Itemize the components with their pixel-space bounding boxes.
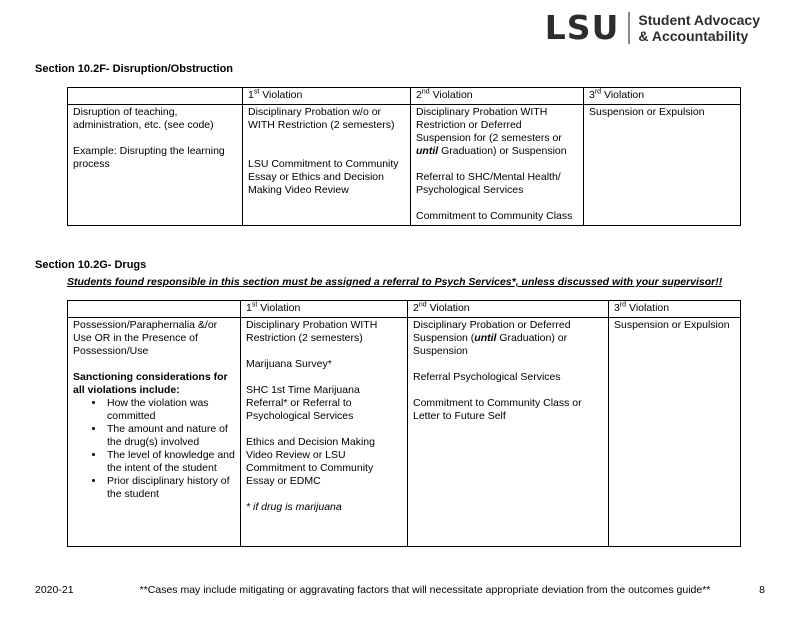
cell-first-violation [243, 105, 411, 226]
cell-paragraph: Marijuana Survey* [246, 358, 332, 370]
page-number: 8 [759, 584, 765, 596]
table-header-row [68, 301, 741, 318]
lsu-logo [544, 8, 760, 47]
cell-paragraph: Referral Psychological Services [413, 371, 561, 383]
considerations-list [73, 397, 236, 501]
section-heading-drugs: Section 10.2G- Drugs [35, 259, 147, 271]
page-footer [35, 584, 765, 596]
cell-paragraph: Commitment to Community Class [416, 210, 573, 222]
footer-year: 2020-21 [35, 584, 74, 596]
cell-behavior [68, 318, 241, 547]
violations-table-drugs [67, 300, 741, 547]
column-header-second-violation: 2nd Violation [411, 88, 584, 105]
cell-second-violation [408, 318, 609, 547]
cell-paragraph: Disciplinary Probation WITH Restriction (2 semesters) [246, 319, 378, 344]
list-item: • How the violation was committed [105, 397, 236, 423]
department-name-line1: Student Advocacy [638, 12, 760, 28]
cell-paragraph: Disruption of teaching, administration, etc. (see code) [73, 106, 214, 131]
logo-divider [628, 12, 630, 44]
cell-paragraph: Ethics and Decision Making Video Review or LSU Commitment to Community Essay or EDMC [246, 436, 375, 487]
cell-paragraph: Possession/Paraphernalia &/or Use OR in the Presence of Possession/Use [73, 319, 218, 357]
column-header-first-violation: 1st Violation [243, 88, 411, 105]
drugs-section-note: Students found responsible in this section must be assigned a referral to Psych Services*, unless discussed with your supervisor!! [67, 276, 723, 288]
table-header-row [68, 88, 741, 105]
list-item: • Prior disciplinary history of the student [105, 475, 236, 501]
column-header-second-violation: 2nd Violation [408, 301, 609, 318]
cell-paragraph: LSU Commitment to Community Essay or Ethics and Decision Making Video Review [248, 158, 399, 196]
lsu-wordmark: LSU [544, 8, 620, 47]
cell-paragraph: Suspension or Expulsion [589, 106, 705, 118]
cell-paragraph: Commitment to Community Class or Letter to Future Self [413, 397, 582, 422]
list-item: • The amount and nature of the drug(s) involved [105, 423, 236, 449]
cell-paragraph: Disciplinary Probation w/o or WITH Restriction (2 semesters) [248, 106, 395, 131]
cell-paragraph: Disciplinary Probation WITH Restriction or Deferred Suspension for (2 semesters or until Graduation) or Suspension [416, 106, 567, 157]
emphasized-word: until [416, 145, 439, 157]
section-heading-disruption: Section 10.2F- Disruption/Obstruction [35, 63, 234, 75]
cell-paragraph-italic: * if drug is marijuana [246, 501, 342, 513]
table-row [68, 105, 741, 226]
cell-paragraph: Disciplinary Probation or Deferred Suspension (until Graduation) or Suspension [413, 319, 571, 357]
cell-paragraph: Suspension or Expulsion [614, 319, 730, 331]
column-header-behavior [68, 88, 243, 105]
table-row [68, 318, 741, 547]
cell-paragraph-bold: Sanctioning considerations for all violations include: [73, 371, 228, 396]
column-header-first-violation: 1st Violation [241, 301, 408, 318]
department-name-line2: & Accountability [638, 28, 749, 44]
column-header-third-violation: 3rd Violation [609, 301, 741, 318]
emphasized-word: until [474, 332, 497, 344]
cell-third-violation [584, 105, 741, 226]
cell-paragraph: Example: Disrupting the learning process [73, 145, 225, 170]
column-header-behavior [68, 301, 241, 318]
violations-table-disruption [67, 87, 741, 226]
footer-note: **Cases may include mitigating or aggravating factors that will necessitate appropriate deviation from the outcomes guide** [139, 584, 711, 596]
cell-third-violation [609, 318, 741, 547]
cell-paragraph: Referral to SHC/Mental Health/ Psychological Services [416, 171, 561, 196]
list-item: • The level of knowledge and the intent of the student [105, 449, 236, 475]
cell-behavior [68, 105, 243, 226]
cell-paragraph: SHC 1st Time Marijuana Referral* or Referral to Psychological Services [246, 384, 360, 422]
cell-first-violation [241, 318, 408, 547]
cell-second-violation [411, 105, 584, 226]
department-name [638, 12, 760, 44]
column-header-third-violation: 3rd Violation [584, 88, 741, 105]
